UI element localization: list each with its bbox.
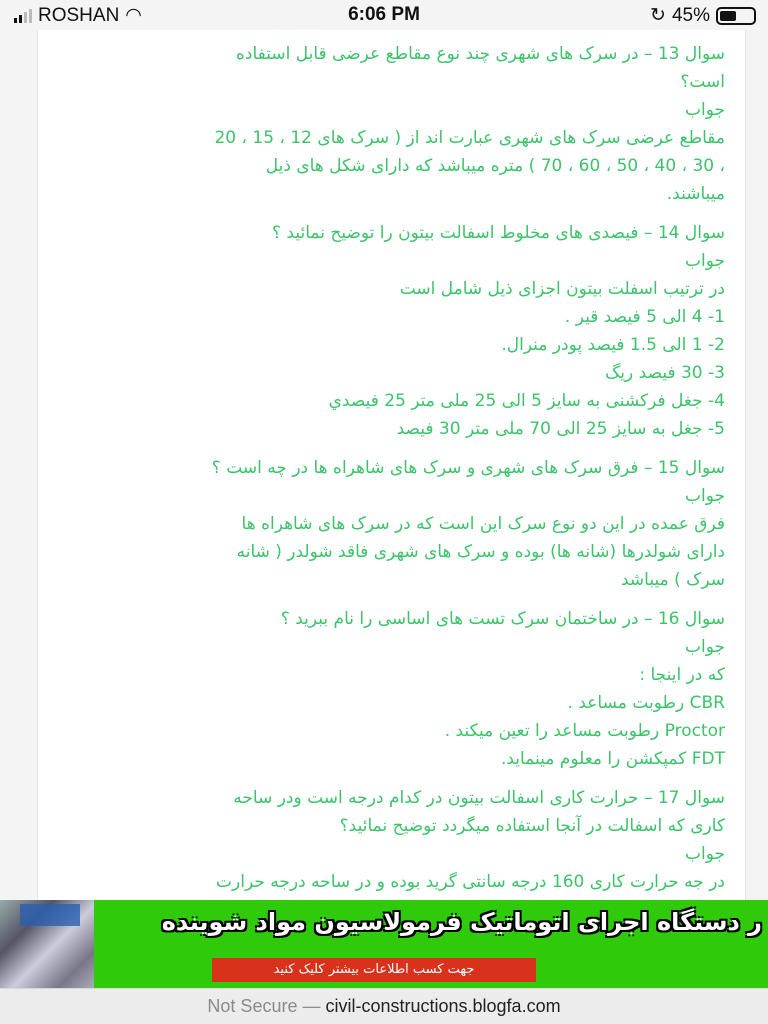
text-line: که در اینجا :: [639, 665, 725, 685]
wifi-icon: ◠: [125, 5, 142, 26]
ad-title: ر دستگاه اجرای اتوماتیک فرمولاسیون مواد شوینده: [161, 908, 762, 936]
article-page: [37, 30, 746, 900]
text-line: فرق عمده در این دو نوع سرک این است که در سرک های شاهراه ها: [241, 514, 725, 534]
text-line: میباشند.: [666, 184, 725, 204]
text-line: 4- جغل فرکشنی به سایز 5 الی 25 ملی متر 25 فیصدي: [328, 391, 725, 411]
text-line: 1- 4 الی 5 فیصد قیر .: [564, 307, 725, 327]
ad-cta-button[interactable]: جهت کسب اطلاعات بیشتر کلیک کنید: [212, 958, 536, 982]
status-bar: [0, 0, 768, 30]
text-line: سوال 15 – فرق سرک های شهری و سرک های شاهراه ها در چه است ؟: [211, 458, 725, 478]
text-line: کاری که اسفالت در آنجا استفاده میگردد توضیح نمائید؟: [339, 816, 725, 836]
text-line: در ترتیب اسفلت بیتون اجزای ذیل شامل است: [399, 279, 725, 299]
text-line: جواب: [684, 844, 725, 864]
clock: 6:06 PM: [348, 4, 420, 25]
text-line: جواب: [684, 486, 725, 506]
text-line: 3- 30 فیصد ریگ: [605, 363, 725, 383]
url-bar[interactable]: [0, 988, 768, 1024]
text-line: جواب: [684, 100, 725, 120]
text-line: سوال 16 – در ساختمان سرک تست های اساسی را نام ببرید ؟: [280, 609, 725, 629]
qa-block: [45, 454, 725, 594]
text-line: CBR رطوبت مساعد .: [567, 693, 725, 713]
security-label: Not Secure —: [207, 996, 321, 1016]
text-line: مقاطع عرضی سرک های شهری عبارت اند از ( سرک های 12 ، 15 ، 20: [214, 128, 725, 148]
text-line: دارای شولدرها (شانه ها) بوده و سرک های شهری فاقد شولدر ( شانه: [236, 542, 725, 562]
text-line: سوال 14 – فیصدی های مخلوط اسفالت بیتون را توضیح نمائید ؟: [272, 223, 725, 243]
text-line: سوال 13 – در سرک های شهری چند نوع مقاطع عرضی قابل استفاده: [235, 44, 725, 64]
text-line: سرک ) میباشد: [621, 570, 725, 590]
article-content: [45, 40, 725, 907]
battery-icon: [716, 7, 756, 25]
text-line: FDT کمپکشن را معلوم مینماید.: [500, 749, 725, 769]
text-line: جواب: [684, 251, 725, 271]
qa-block: [45, 784, 725, 896]
text-line: جواب: [684, 637, 725, 657]
ad-machine-image: [0, 900, 94, 988]
text-line: است؟: [680, 72, 725, 92]
text-line: سوال 17 – حرارت کاری اسفالت بیتون در کدام درجه است ودر ساحه: [233, 788, 725, 808]
ad-banner[interactable]: [0, 900, 768, 988]
domain-label: civil-constructions.blogfa.com: [325, 996, 561, 1016]
text-line: در جه حرارت کاری 160 درجه سانتی گرید بوده و در ساحه درجه حرارت: [216, 872, 725, 892]
carrier: ROSHAN: [38, 4, 120, 26]
qa-block: [45, 40, 725, 208]
text-line: Proctor رطوبت مساعد را تعین میکند .: [444, 721, 725, 741]
text-line: 5- جغل به سایز 25 الی 70 ملی متر 30 فیصد: [396, 419, 725, 439]
text-line: 2- 1 الی 1.5 فیصد پودر منرال.: [501, 335, 725, 355]
battery-percent: 45%: [671, 4, 710, 26]
qa-block: [45, 605, 725, 773]
rotation-lock-icon: ↻: [650, 5, 666, 26]
qa-block: [45, 219, 725, 443]
text-line: ، 30 ، 40 ، 50 ، 60 ، 70 ) متره میباشد که دارای شکل های ذیل: [265, 156, 725, 176]
